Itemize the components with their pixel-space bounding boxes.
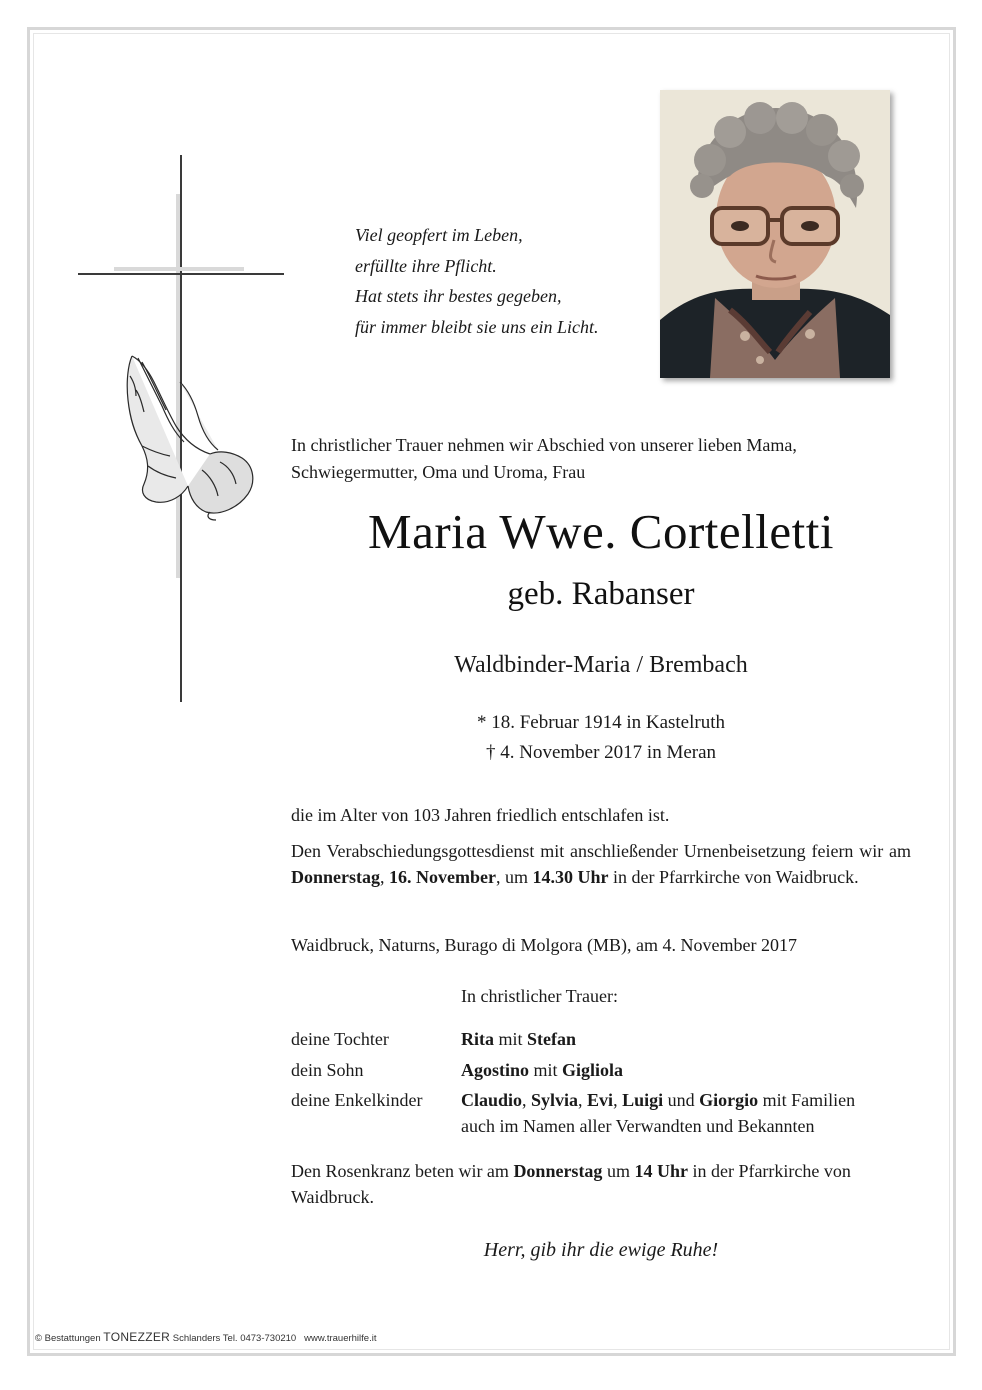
survivor-name: Giorgio (699, 1090, 759, 1110)
deceased-name: Maria Wwe. Cortelletti (368, 504, 834, 559)
survivor-name: Evi (587, 1090, 614, 1110)
footer-phone: Tel. 0473-730210 (220, 1333, 297, 1344)
survivor-name: Stefan (527, 1029, 577, 1049)
service-text (291, 838, 911, 890)
footer-prefix: © Bestattungen (35, 1333, 104, 1344)
cross-icon (70, 150, 290, 710)
footer-website[interactable]: www.trauerhilfe.it (304, 1333, 377, 1344)
footer-location: Schlanders (170, 1333, 221, 1344)
death-date: † 4. November 2017 in Meran (485, 742, 717, 763)
portrait-photo (660, 90, 890, 378)
conjunction: , (578, 1090, 588, 1110)
house-name: Waldbinder-Maria / Brembach (454, 652, 748, 678)
rosary-text (291, 1158, 911, 1210)
survivor-names (461, 1087, 916, 1139)
rosary-time: 14 Uhr (634, 1161, 688, 1181)
survivor-names (461, 1056, 916, 1084)
intro-line: In christlicher Trauer nehmen wir Abschied von unserer lieben Mama, (291, 435, 797, 455)
survivor-name: Gigliola (562, 1060, 624, 1080)
rosary-part: in der Pfarrkirche von Waidbruck. (291, 1161, 851, 1207)
survivor-row (291, 1087, 916, 1139)
conjunction: und (663, 1090, 700, 1110)
survivor-name: Luigi (622, 1090, 664, 1110)
survivor-name: Sylvia (531, 1090, 579, 1110)
praying-hands-icon (127, 356, 253, 520)
service-part: in der Pfarrkirche von Waidbruck. (608, 867, 859, 887)
poem-line: Viel geopfert im Leben, (355, 225, 523, 245)
footer-credit (35, 1330, 376, 1344)
passing-text: die im Alter von 103 Jahren friedlich entschlafen ist. (291, 805, 670, 825)
conjunction: mit (494, 1029, 528, 1049)
service-date: 16. November (389, 867, 496, 887)
rosary-day: Donnerstag (513, 1161, 603, 1181)
survivors-heading: In christlicher Trauer: (461, 986, 618, 1006)
conjunction: mit Familien (758, 1090, 856, 1110)
survivor-row (291, 1056, 916, 1084)
life-dates (291, 708, 911, 768)
intro-text (291, 432, 911, 486)
poem (355, 220, 645, 342)
relation-label: deine Enkelkinder (291, 1090, 423, 1110)
survivors-list (291, 1025, 916, 1139)
service-part: , (380, 867, 389, 887)
survivor-name: Agostino (461, 1060, 530, 1080)
service-part: Den Verabschiedungsgottesdienst mit anschließender Urnenbeisetzung feiern wir am (291, 841, 911, 861)
place-date: Waidbruck, Naturns, Burago di Molgora (MB), am 4. November 2017 (291, 935, 797, 955)
service-day: Donnerstag (291, 867, 380, 887)
intro-line: Schwiegermutter, Oma und Uroma, Frau (291, 462, 586, 482)
poem-line: für immer bleibt sie uns ein Licht. (355, 316, 599, 337)
survivor-names (461, 1025, 916, 1053)
relation-label: dein Sohn (291, 1060, 364, 1080)
relation-label: deine Tochter (291, 1029, 389, 1049)
grandchildren-line (461, 1087, 916, 1113)
conjunction: mit (529, 1060, 563, 1080)
survivor-row (291, 1025, 916, 1053)
grandchildren-line: auch im Namen aller Verwandten und Bekannten (461, 1116, 815, 1136)
service-part: , um (495, 867, 533, 887)
rosary-part: um (602, 1161, 635, 1181)
maiden-name: geb. Rabanser (507, 576, 695, 612)
conjunction: , (613, 1090, 623, 1110)
survivor-name: Rita (461, 1029, 494, 1049)
birth-date: * 18. Februar 1914 in Kastelruth (476, 712, 725, 733)
conjunction: , (522, 1090, 532, 1110)
survivor-name: Claudio (461, 1090, 523, 1110)
closing-prayer: Herr, gib ihr die ewige Ruhe! (483, 1239, 719, 1261)
poem-line: Hat stets ihr bestes gegeben, (355, 286, 562, 306)
poem-line: erfüllte ihre Pflicht. (355, 255, 497, 276)
rosary-part: Den Rosenkranz beten wir am (291, 1161, 514, 1181)
footer-company: TONEZZER (103, 1330, 171, 1344)
service-time: 14.30 Uhr (532, 867, 609, 887)
